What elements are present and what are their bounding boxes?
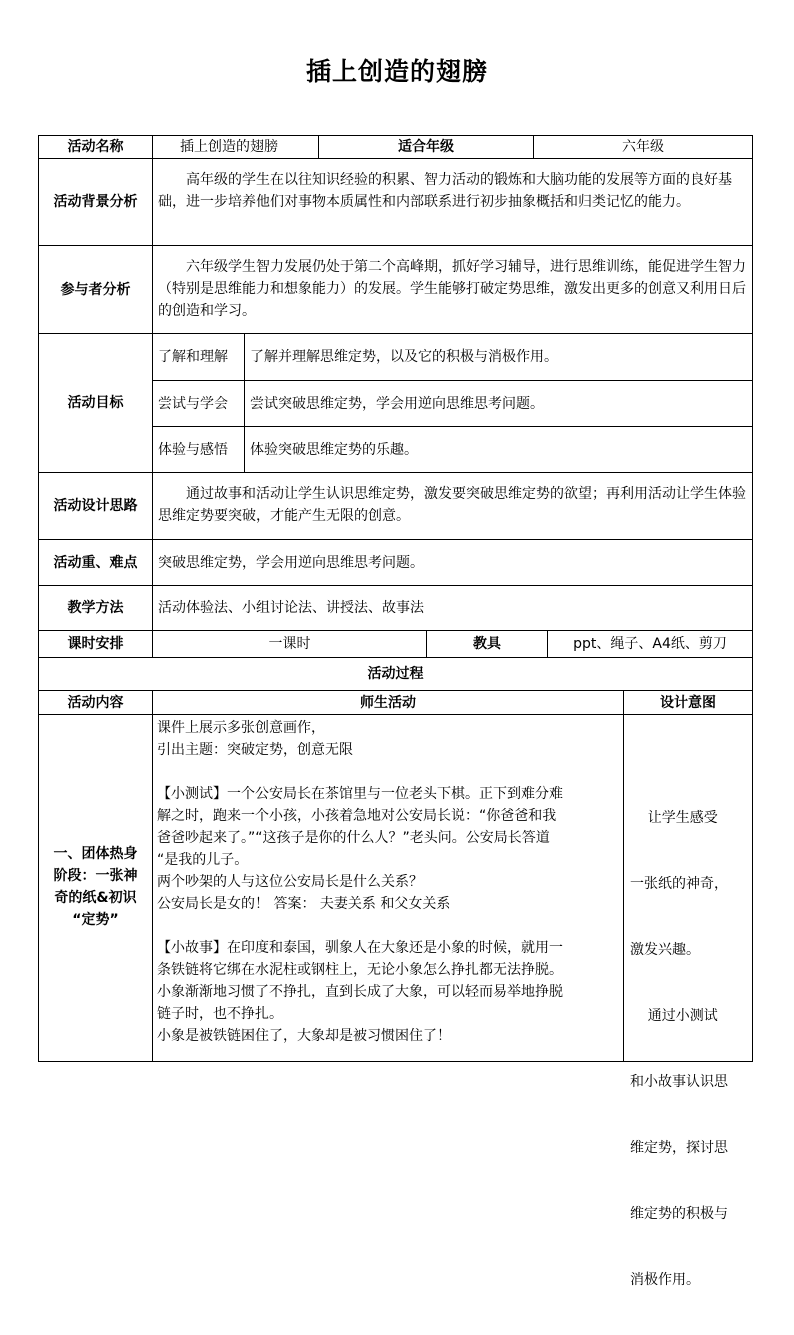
- design-label: 活动设计思路: [38, 473, 152, 539]
- key-points-row: [38, 539, 753, 585]
- tools-label: 教具: [426, 631, 547, 657]
- info-row: [38, 135, 753, 158]
- schedule-value: 一课时: [152, 631, 426, 657]
- participants-label: 参与者分析: [38, 246, 152, 333]
- schedule-row: [38, 630, 753, 657]
- goal-text: 尝试突破思维定势，学会用逆向思维思考问题。: [244, 381, 752, 426]
- header-content: 活动内容: [38, 691, 152, 714]
- methods-text: 活动体验法、小组讨论法、讲授法、故事法: [152, 586, 753, 630]
- activity-name-value: 插上创造的翅膀: [152, 136, 318, 158]
- participants-row: [38, 245, 753, 333]
- grade-label: 适合年级: [318, 136, 533, 158]
- header-intent: 设计意图: [623, 691, 753, 714]
- methods-row: [38, 585, 753, 630]
- schedule-label: 课时安排: [38, 631, 152, 657]
- goal-text: 体验突破思维定势的乐趣。: [244, 427, 752, 472]
- goal-type: 尝试与学会: [158, 395, 228, 412]
- stage-row: [38, 714, 753, 1288]
- goal-row: [153, 334, 752, 380]
- stage-name: 一、团体热身 阶段：一张神 奇的纸&初识 “定势”: [38, 715, 152, 1061]
- background-text: 高年级的学生在以往知识经验的积累、智力活动的锻炼和大脑功能的发展等方面的良好基础，进一步培养他们对事物本质属性和内部联系进行初步抽象概括和归类记忆的能力。: [158, 172, 732, 210]
- goal-text: 了解并理解思维定势，以及它的积极与消极作用。: [244, 334, 752, 380]
- stage-intent: 让学生感受 一张纸的神奇， 激发兴趣。 通过小测试 和小故事认识思 维定势，探讨思 维定势的积极与 消极作用。: [623, 715, 753, 1061]
- goal-type: 了解和理解: [158, 349, 228, 365]
- background-label: 活动背景分析: [38, 159, 152, 245]
- key-points-text: 突破思维定势，学会用逆向思维思考问题。: [152, 540, 753, 585]
- goals-label: 活动目标: [38, 334, 152, 472]
- goals-row: [38, 333, 753, 472]
- methods-label: 教学方法: [38, 586, 152, 630]
- goal-row: [153, 380, 752, 426]
- participants-text: 六年级学生智力发展仍处于第二个高峰期，抓好学习辅导，进行思维训练，能促进学生智力（特别是思维能力和想象能力）的发展。学生能够打破定势思维，激发出更多的创意又利用日后的创造和学习。: [158, 259, 746, 319]
- background-row: [38, 158, 753, 245]
- key-points-label: 活动重、难点: [38, 540, 152, 585]
- design-row: [38, 472, 753, 539]
- goal-type: 体验与感悟: [158, 441, 228, 458]
- page-title: 插上创造的翅膀: [305, 57, 488, 86]
- design-text: 通过故事和活动让学生认识思维定势，激发要突破思维定势的欲望；再利用活动让学生体验思维定势要突破，才能产生无限的创意。: [158, 486, 746, 524]
- grade-value: 六年级: [533, 136, 753, 158]
- goal-row: [153, 426, 752, 472]
- process-title: 活动过程: [38, 658, 753, 690]
- stage-activity: 课件上展示多张创意画作， 引出主题：突破定势，创意无限 【小测试】一个公安局长在茶馆里与一位老头下棋。正下到难分难 解之时，跑来一个小孩，小孩着急地对公安局长说：“你爸爸和我 爸爸吵起来了。”“这孩子是你的什么人？”老头问。公安局长答道 “是我的儿子。 两个吵架的人与这位公安局长是什么关系？ 公安局长是女的！ 答案： 夫妻关系 和父女关系 【小故事】在印度和泰国，驯象人在大象还是小象的时候，就用一 条铁链将它绑在水泥柱或钢柱上，无论小象怎么挣扎都无法挣脱。 小象渐渐地习惯了不挣扎，直到长成了大象，可以轻而易举地挣脱 链子时，也不挣扎。 小象是被铁链困住了，大象却是被习惯困住了！: [152, 715, 623, 1061]
- tools-value: ppt、绳子、A4纸、剪刀: [547, 631, 753, 657]
- activity-name-label: 活动名称: [38, 136, 152, 158]
- process-header-row: [38, 690, 753, 714]
- header-activity: 师生活动: [152, 691, 623, 714]
- lesson-plan-table: [38, 135, 753, 1288]
- process-title-row: [38, 657, 753, 690]
